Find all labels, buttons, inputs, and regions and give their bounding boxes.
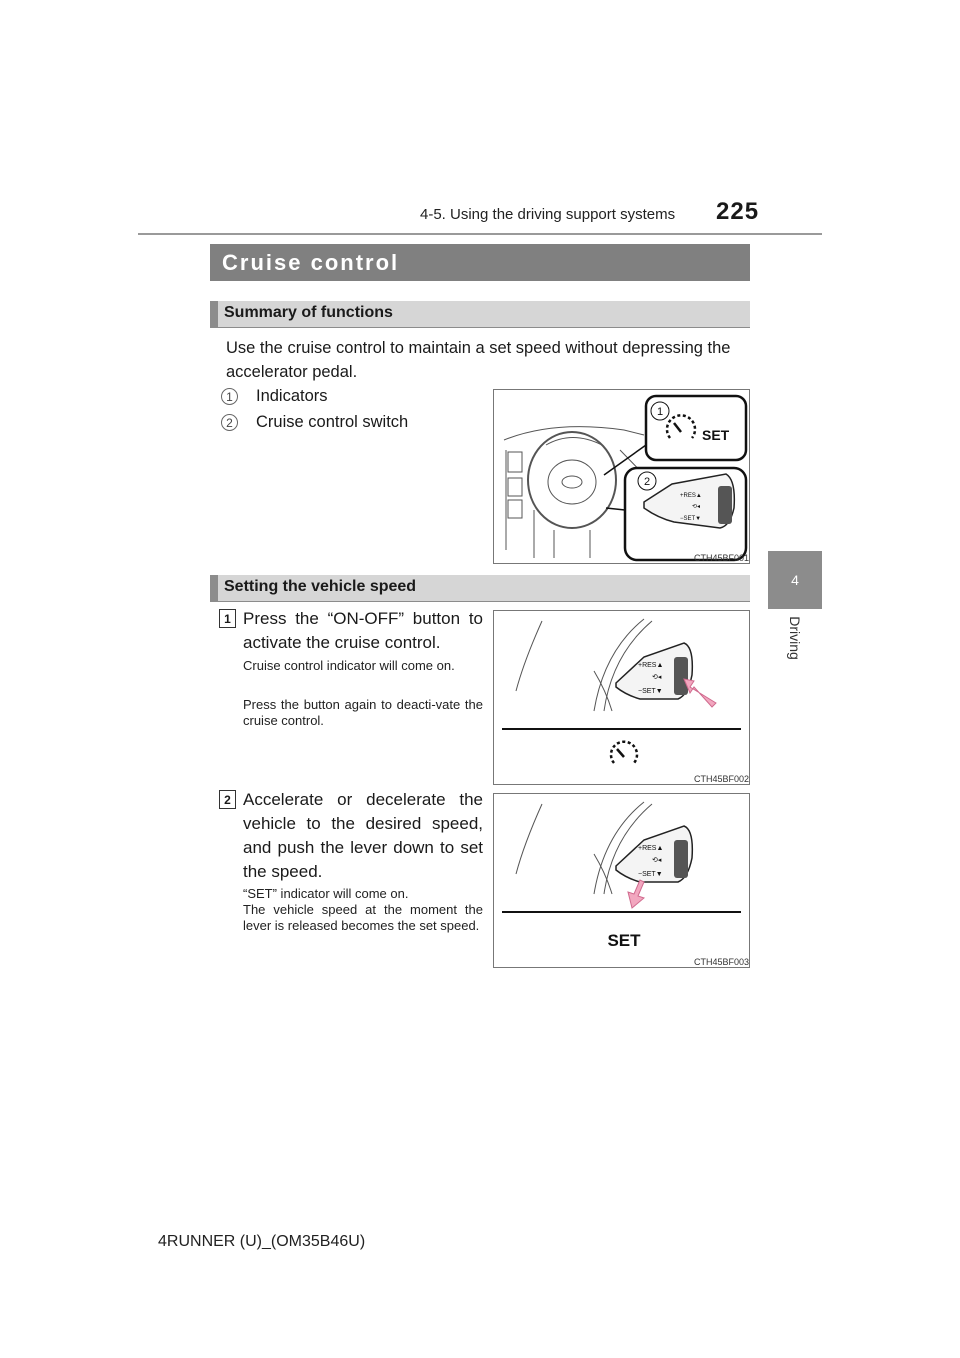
svg-text:⟲◂: ⟲◂ — [652, 857, 662, 864]
chapter-tab-number: 4 — [768, 551, 822, 609]
subsection-heading-summary: Summary of functions — [210, 301, 750, 327]
figure-code: CTH45BF003 — [694, 957, 750, 967]
step-number-2: 2 — [219, 790, 236, 809]
page-number: 225 — [716, 198, 760, 225]
figure-set-label: SET — [702, 427, 730, 443]
set-indicator-label: SET — [607, 931, 641, 950]
svg-text:+RES▲: +RES▲ — [638, 845, 664, 852]
svg-text:+RES▲: +RES▲ — [638, 662, 664, 669]
cruise-lever-icon — [616, 826, 692, 882]
on-off-button-illustration — [494, 611, 749, 784]
figure-code: CTH45BF001 — [694, 553, 750, 563]
section-title: Cruise control — [210, 244, 750, 281]
step-1-note-2: Press the button again to deacti-vate the cruise control. — [243, 697, 483, 728]
cockpit-illustration — [494, 390, 749, 563]
svg-text:−SET▼: −SET▼ — [638, 871, 663, 878]
figure-cockpit — [493, 389, 750, 564]
chapter-tab-label — [768, 610, 822, 670]
subsection-underline — [210, 327, 750, 328]
set-lever-illustration — [494, 794, 749, 967]
svg-text:⟲◂: ⟲◂ — [692, 504, 701, 510]
figure-code: CTH45BF002 — [694, 774, 750, 784]
cruise-lever-icon — [616, 643, 692, 699]
step-2-note-2: The vehicle speed at the moment the lever is released becomes the set speed. — [243, 902, 483, 933]
running-header-section: 4-5. Using the driving support systems — [420, 206, 676, 223]
svg-text:+RES▲: +RES▲ — [680, 493, 702, 499]
step-1-instruction: Press the “ON-OFF” button to activate the cruise control. — [243, 609, 483, 652]
item-label-switch: Cruise control switch — [256, 413, 409, 431]
step-1-note-1: Cruise control indicator will come on. — [243, 658, 455, 673]
svg-text:−SET▼: −SET▼ — [638, 688, 663, 695]
item-number-2: 2 — [221, 414, 238, 431]
document-footer: 4RUNNER (U)_(OM35B46U) — [158, 1233, 366, 1250]
figure-step-1 — [493, 610, 750, 785]
step-number-1: 1 — [219, 609, 236, 628]
summary-intro: Use the cruise control to maintain a set speed without depressing the accelerator pedal. — [226, 339, 731, 381]
item-label-indicators: Indicators — [256, 387, 328, 405]
figure-step-2 — [493, 793, 750, 968]
push-down-arrow-icon — [628, 880, 644, 908]
chapter-tab-label-text: Driving — [787, 616, 803, 660]
svg-text:−SET▼: −SET▼ — [680, 516, 702, 522]
figure-callout-1: 1 — [656, 406, 664, 418]
figure-callout-2: 2 — [643, 476, 651, 488]
step-2-note-1: “SET” indicator will come on. — [243, 886, 409, 901]
cruise-indicator-icon — [611, 742, 637, 763]
subsection-heading-setting: Setting the vehicle speed — [210, 575, 750, 601]
svg-text:⟲◂: ⟲◂ — [652, 674, 662, 681]
item-number-1: 1 — [221, 388, 238, 405]
header-rule — [138, 233, 822, 235]
press-arrow-icon — [684, 679, 716, 707]
subsection-underline — [210, 601, 750, 602]
step-2-instruction: Accelerate or decelerate the vehicle to the desired speed, and push the lever down to set the speed. — [243, 790, 483, 881]
